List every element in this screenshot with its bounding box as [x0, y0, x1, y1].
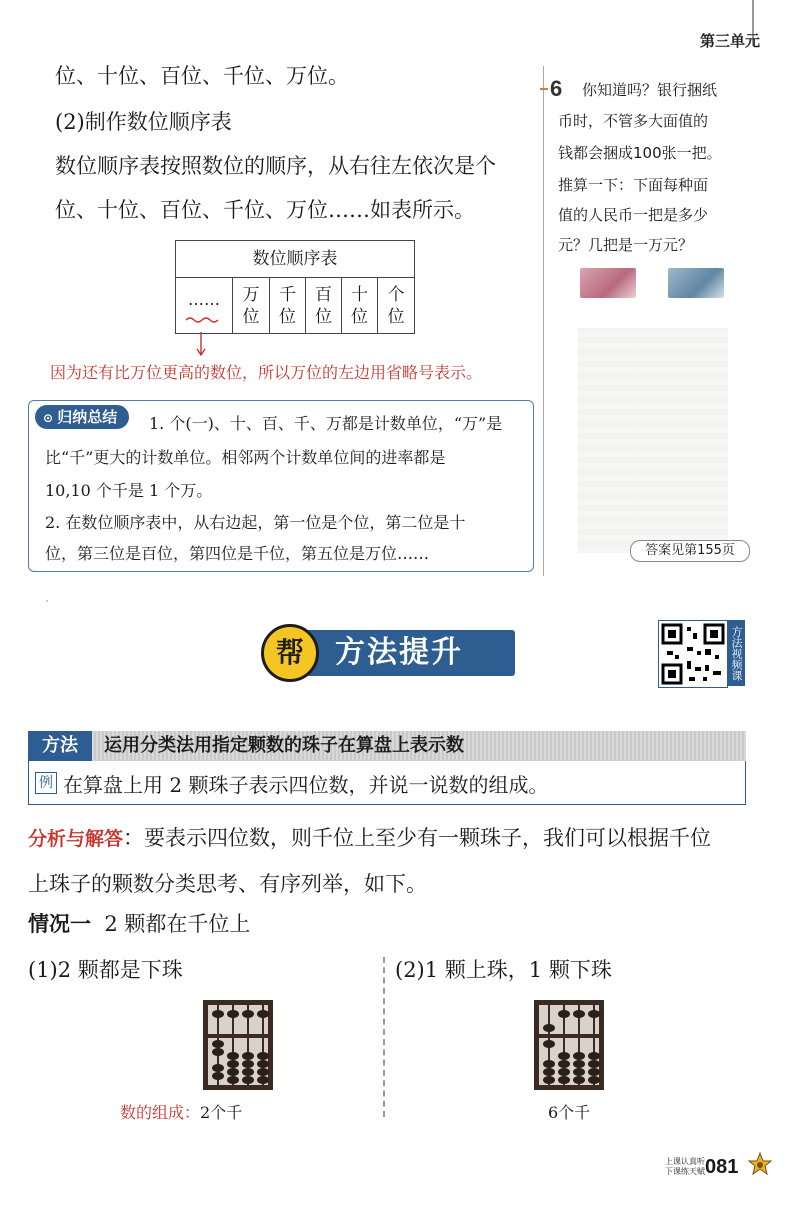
method-tag: 方法 — [28, 731, 92, 761]
page-number: 081 — [705, 1156, 739, 1178]
side-line-4: 推算一下：下面每种面 — [558, 176, 709, 194]
banknote-50-icon — [668, 268, 724, 298]
sub-case-2: (2)1 颗上珠，1 颗下珠 — [395, 958, 612, 982]
answer-ref: 答案见第155页 — [630, 540, 750, 562]
example-text: 在算盘上用 2 颗珠子表示四位数，并说一说数的组成。 — [63, 773, 549, 797]
analysis-line-2: 上珠子的颗数分类思考、有序列举，如下。 — [28, 872, 427, 896]
analysis-line-1: 分析与解答：要表示四位数，则千位上至少有一颗珠子，我们可以根据千位 — [28, 826, 712, 850]
side-panel — [540, 70, 745, 572]
table-note: 因为还有比万位更高的数位，所以万位的左边用省略号表示。 — [50, 363, 483, 382]
method-banner — [255, 620, 517, 686]
body-line-1: 位、十位、百位、千位、万位。 — [55, 64, 349, 88]
side-line-2: 币时，不管多大面值的 — [558, 112, 709, 130]
analysis-label: 分析与解答 — [28, 828, 124, 850]
summary-box — [28, 400, 534, 572]
table-ellipsis: …… — [176, 278, 232, 333]
banknote-100-icon — [580, 268, 636, 298]
section-heading: (2)制作数位顺序表 — [55, 110, 232, 134]
wavy-underline-icon — [184, 316, 224, 324]
table-title: 数位顺序表 — [176, 241, 414, 278]
qr-label: 方法视频课 — [727, 620, 745, 686]
side-line-6: 元？几把是一万元？ — [558, 236, 694, 254]
side-background — [578, 328, 728, 553]
example-box — [28, 761, 746, 805]
caption-1: 数的组成：2个千 — [120, 1103, 243, 1122]
body-line-3: 数位顺序表按照数位的顺序，从右往左依次是个 — [55, 154, 496, 178]
footer-slogan: 上课认真听 下课练天赋 — [665, 1157, 705, 1176]
abacus-icon-1 — [203, 1000, 273, 1090]
summary-line-1: 1. 个(一)、十、百、千、万都是计数单位，“万”是 — [149, 414, 503, 433]
case-divider — [383, 957, 385, 1117]
sub-case-1: (1)2 颗都是下珠 — [28, 958, 183, 982]
case-1-title: 情况一 — [28, 912, 91, 936]
table-col-ge: 个 位 — [377, 278, 414, 333]
summary-line-4: 2. 在数位顺序表中，从右边起，第一位是个位，第二位是十 — [45, 513, 466, 532]
banner-title: 方法提升 — [335, 635, 463, 670]
side-dash-icon — [540, 88, 548, 90]
summary-line-3: 10,10 个千是 1 个万。 — [45, 481, 213, 500]
qr-code-icon[interactable] — [658, 620, 728, 688]
side-line-1: 你知道吗？银行捆纸 — [582, 81, 718, 99]
summary-line-2: 比“千”更大的计数单位。相邻两个计数单位间的进率都是 — [45, 448, 446, 467]
arrow-down-icon — [196, 332, 206, 358]
table-col-wan: 万 位 — [232, 278, 269, 333]
example-tag: 例 — [35, 772, 57, 794]
mascot-icon — [748, 1152, 772, 1180]
summary-tag: ⊙ 归纳总结 — [35, 405, 129, 429]
side-number: 6 — [550, 76, 563, 101]
unit-label: 第三单元 — [699, 32, 760, 50]
place-value-table — [175, 240, 415, 334]
case-1: 情况一 2 颗都在千位上 — [28, 912, 251, 936]
caption-2: 6个千 — [548, 1103, 591, 1122]
table-col-bai: 百 位 — [305, 278, 341, 333]
table-col-qian: 千 位 — [269, 278, 305, 333]
abacus-icon-2 — [534, 1000, 604, 1090]
banner-badge: 帮 — [261, 624, 319, 682]
method-bar — [28, 731, 746, 761]
summary-line-5: 位，第三位是百位，第四位是千位，第五位是万位…… — [45, 544, 430, 563]
side-line-5: 值的人民币一把是多少 — [558, 206, 709, 224]
method-title: 运用分类法用指定颗数的珠子在算盘上表示数 — [104, 735, 464, 756]
table-col-shi: 十 位 — [341, 278, 377, 333]
body-line-4: 位、十位、百位、千位、万位……如表所示。 — [55, 198, 475, 222]
side-line-3: 钱都会捆成100张一把。 — [558, 144, 722, 162]
